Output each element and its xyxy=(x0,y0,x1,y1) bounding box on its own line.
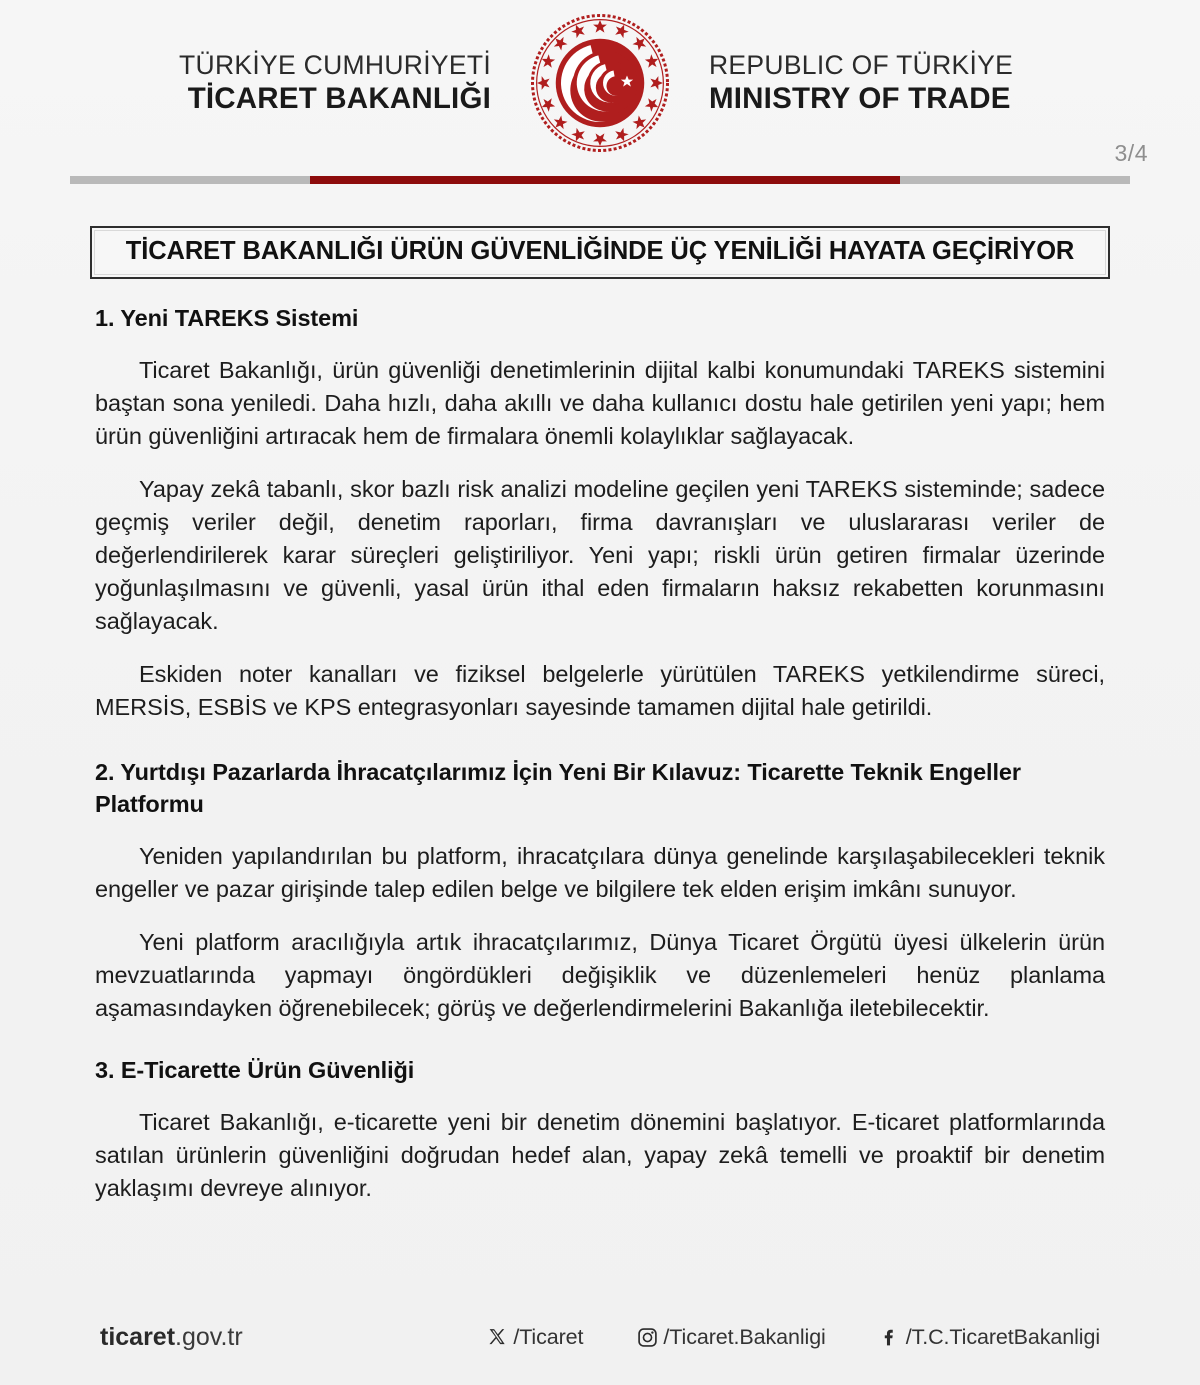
title-banner-wrapper xyxy=(90,226,1110,279)
document-header xyxy=(0,0,1200,140)
section-3 xyxy=(95,1055,1105,1205)
divider-segment-right xyxy=(900,176,1130,184)
instagram-icon xyxy=(635,1325,659,1349)
header-republic-label-tr: TÜRKİYE CUMHURİYETİ xyxy=(179,49,491,80)
section-1-paragraph-1: Ticaret Bakanlığı, ürün güvenliği denetimlerinin dijital kalbi konumundaki TAREKS sistemini baştan sona yeniledi. Daha hızlı, daha akıllı ve daha kullanıcı dostu hale getirilen yeni yapı; hem ürün güvenliğini artıracak hem de firmalara önemli kolaylıklar sağlayacak. xyxy=(95,357,1105,450)
header-republic-label-en: REPUBLIC OF TÜRKİYE xyxy=(709,49,1014,80)
divider-segment-left xyxy=(70,176,310,184)
section-1-paragraph-2: Yapay zekâ tabanlı, skor bazlı risk analizi modeline geçilen yeni TAREKS sisteminde; sadece geçmiş veriler değil, denetim raporları, firma davranışları ve uluslararası veriler de değerlendirilerek karar süreçleri geliştiriliyor. Yeni yapı; riskli ürün getiren firmalar üzerinde yoğunlaşılmasını ve güvenli, yasal ürün ithal eden firmaların haksız rekabetten korunmasını sağlayacak. xyxy=(95,476,1105,634)
social-handle-x: /Ticaret xyxy=(513,1324,584,1349)
section-2 xyxy=(95,757,1105,1024)
turkish-ministry-emblem-icon xyxy=(525,8,675,158)
section-3-paragraph-1: Ticaret Bakanlığı, e-ticarette yeni bir denetim dönemini başlatıyor. E-ticaret platformlarında satılan ürünlerin güvenliğini doğrudan hedef alan, yapay zekâ temelli ve proaktif bir denetim yaklaşımı devreye alınıyor. xyxy=(95,1109,1105,1202)
social-link-facebook[interactable] xyxy=(878,1325,1100,1350)
header-left-text-block xyxy=(111,51,525,116)
page-number: 3/4 xyxy=(1114,140,1148,166)
header-ministry-label-en: MINISTRY OF TRADE xyxy=(709,82,1011,116)
section-1-heading: 1. Yeni TAREKS Sistemi xyxy=(95,305,359,331)
x-twitter-icon xyxy=(485,1325,509,1349)
social-link-instagram[interactable] xyxy=(635,1325,825,1350)
header-divider-bar xyxy=(70,176,1130,184)
facebook-icon xyxy=(878,1325,902,1349)
section-1-paragraph-3: Eskiden noter kanalları ve fiziksel belgelerle yürütülen TAREKS yetkilendirme süreci, MERSİS, ESBİS ve KPS entegrasyonları sayesinde tamamen dijital hale getirildi. xyxy=(95,660,1105,720)
header-right-text-block xyxy=(675,51,1089,116)
header-ministry-label-tr: TİCARET BAKANLIĞI xyxy=(187,82,491,116)
page-indicator-row xyxy=(0,140,1200,170)
social-link-x[interactable] xyxy=(485,1325,583,1350)
title-banner-box xyxy=(90,226,1110,279)
document-footer xyxy=(0,1311,1200,1363)
section-2-heading: 2. Yurtdışı Pazarlarda İhracatçılarımız İçin Yeni Bir Kılavuz: Ticarette Teknik Engeller Platformu xyxy=(95,759,1021,817)
divider-segment-accent xyxy=(310,176,900,184)
section-2-paragraph-1: Yeniden yapılandırılan bu platform, ihracatçılara dünya genelinde karşılaşabilecekleri teknik engeller ve pazar girişinde talep edilen belge ve bilgilere tek elden erişim imkânı sunuyor. xyxy=(95,843,1105,903)
section-2-paragraph-2: Yeni platform aracılığıyla artık ihracatçılarımız, Dünya Ticaret Örgütü üyesi ülkelerin ürün mevzuatlarında yapmayı öngördükleri değişiklik ve düzenlemeleri henüz planlama aşamasındayken öğrenebilecek; görüş ve değerlendirmelerini Bakanlığa iletebilecektir. xyxy=(95,929,1105,1021)
social-handle-instagram: /Ticaret.Bakanligi xyxy=(663,1324,826,1349)
section-1 xyxy=(95,303,1105,723)
footer-website-brand[interactable] xyxy=(100,1323,243,1352)
document-body xyxy=(95,279,1105,1205)
footer-brand-tld: .gov.tr xyxy=(175,1322,243,1351)
footer-brand-name: ticaret xyxy=(100,1322,176,1351)
section-3-heading: 3. E-Ticarette Ürün Güvenliği xyxy=(95,1056,415,1083)
document-title: TİCARET BAKANLIĞI ÜRÜN GÜVENLİĞİNDE ÜÇ YENİLİĞİ HAYATA GEÇİRİYOR xyxy=(125,237,1075,265)
social-handle-facebook: /T.C.TicaretBakanligi xyxy=(905,1324,1100,1349)
footer-social-links xyxy=(485,1325,1100,1350)
